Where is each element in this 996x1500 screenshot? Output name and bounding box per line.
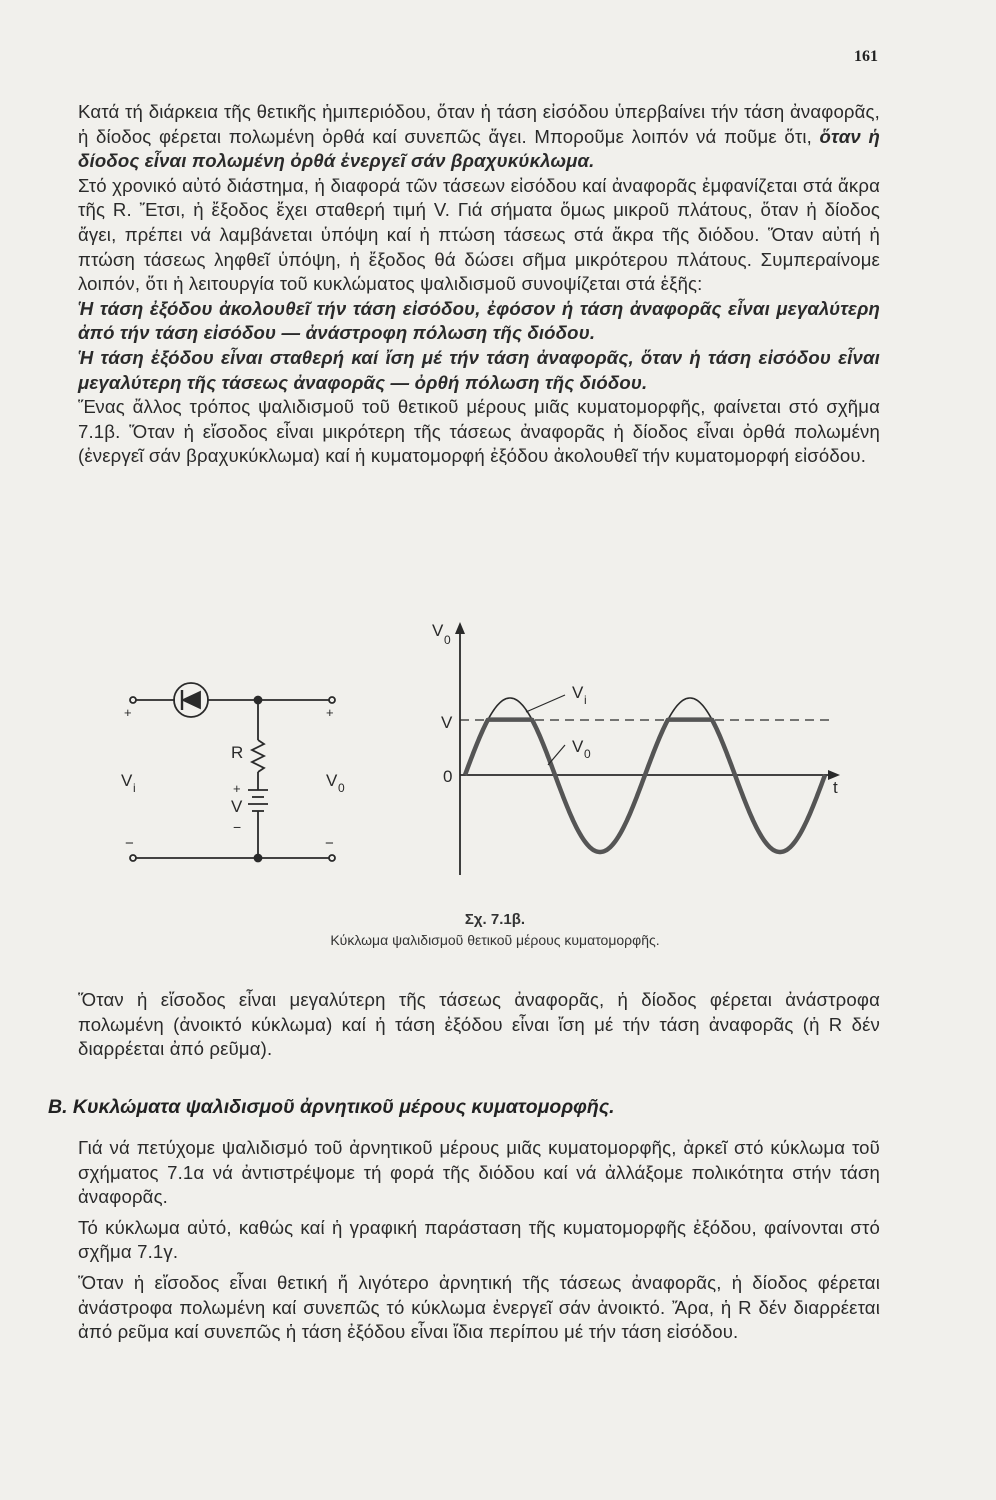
diode-triangle-icon xyxy=(183,692,200,708)
terminal-bottom-left xyxy=(130,855,136,861)
label-y-axis-sub: 0 xyxy=(444,633,451,647)
label-plus-right: + xyxy=(326,705,334,720)
label-vo: V xyxy=(572,737,584,756)
terminal-top-left xyxy=(130,697,136,703)
label-battery-minus: − xyxy=(233,819,242,835)
paragraph-3: Ἕνας ἄλλος τρόπος ψαλιδισμοῦ τοῦ θετικοῦ μέρους μιᾶς κυματομορφῆς, φαίνεται στό σχῆμα 7.1β. Ὅταν ἡ εἴσοδος εἶναι μικρότερη τῆς τάσεως ἀναφορᾶς ἡ δίοδος εἶναι ὀρθά πολωμένη (ἐνεργεῖ σάν βραχυκύκλωμα) καί ἡ κυματομορφή ἐξόδου ἀκολουθεῖ τήν κυματομορφή εἰσόδου. xyxy=(78,396,880,467)
paragraph-2: Στό χρονικό αὐτό διάστημα, ἡ διαφορά τῶν τάσεων εἰσόδου καί ἀναφορᾶς ἐμφανίζεται στά ἄκρα τῆς R. Ἔτσι, ἡ ἔξοδος ἔχει σταθερή τιμή V. Γιά σήματα ὅμως μικροῦ πλάτους, ὅταν ἡ δίοδος ἄγει, πρέπει νά λαμβάνεται ὑπόψη καί ἡ πτώση τάσεως στά ἄκρα τῆς διόδου. Ὅταν αὐτή ἡ πτώση τάσεως ληφθεῖ ὑπόψη, ἡ ἔξοδος θά δώσει σῆμα μικρότερου πλάτους. Συμπεραίνομε λοιπόν, ὅτι ἡ λειτουργία τοῦ κυκλώματος ψαλιδισμοῦ συνοψίζεται στά ἑξῆς: xyxy=(78,174,880,295)
label-y-axis: V xyxy=(432,621,444,640)
series-vo xyxy=(465,720,825,852)
paragraph-4: Ὅταν ἡ εἴσοδος εἶναι μεγαλύτερη τῆς τάσεως ἀναφορᾶς, ἡ δίοδος φέρεται ἀνάστροφα πολωμένη (ἀνοικτό κύκλωμα) καί ἡ τάση ἐξόδου εἶναι ἴση μέ τήν τάση ἀναφορᾶς (ἡ R δέν διαρρέεται ἀπό ρεῦμα). xyxy=(78,989,880,1060)
terminal-top-right xyxy=(329,697,335,703)
label-vi: V xyxy=(572,683,584,702)
label-vi-sub: i xyxy=(584,693,587,707)
section-heading: Β. Κυκλώματα ψαλιδισμοῦ ἀρνητικοῦ μέρους κυματομορφῆς. xyxy=(48,1096,615,1118)
vo-pointer xyxy=(548,745,565,765)
text-block-after-figure xyxy=(78,988,880,1062)
figure-caption xyxy=(255,910,735,950)
paragraph-7: Ὅταν ἡ εἴσοδος εἶναι θετική ἤ λιγότερο ἀρνητική τῆς τάσεως ἀναφορᾶς, ἡ δίοδος φέρεται ἀνάστροφα πολωμένη καί συνεπῶς τό κύκλωμα ἐνεργεῖ σάν ἀνοικτό. Ἄρα, ἡ R δέν διαρρέεται ἀπό ρεῦμα καί συνεπῶς ἡ τάση ἐξόδου εἶναι ἴδια περίπου μέ τήν τάση εἰσόδου. xyxy=(78,1271,880,1343)
paragraph-1-text: Κατά τή διάρκεια τῆς θετικῆς ἡμιπεριόδου, ὅταν ἡ τάση εἰσόδου ὑπερβαίνει τήν τάση ἀναφορᾶς, ἡ δίοδος φέρεται πολωμένη ὀρθά καί συνεπῶς ἄγει. Μποροῦμε λοιπόν νά ποῦμε ὅτι, xyxy=(78,101,880,147)
page-number: 161 xyxy=(854,48,878,65)
label-output-v: V xyxy=(326,771,338,790)
rule-2: Ἡ τάση ἐξόδου εἶναι σταθερή καί ἴση μέ τήν τάση ἀναφορᾶς, ὅταν ἡ τάση εἰσόδου εἶναι μεγαλύτερη τῆς τάσεως ἀναφορᾶς — ὀρθή πόλωση τῆς διόδου. xyxy=(78,346,880,393)
text-block-section-b xyxy=(78,1136,880,1345)
label-battery-plus: + xyxy=(233,781,241,796)
paragraph-6: Τό κύκλωμα αὐτό, καθώς καί ἡ γραφική παράσταση τῆς κυματομορφῆς ἐξόδου, φαίνονται στό σχῆμα 7.1γ. xyxy=(78,1216,880,1263)
label-battery: V xyxy=(231,797,243,816)
label-input-sub: i xyxy=(133,781,136,795)
label-minus-right: − xyxy=(325,835,334,852)
caption-number: Σχ. 7.1β. xyxy=(464,911,526,928)
label-origin: 0 xyxy=(443,767,453,786)
label-level-v: V xyxy=(441,713,453,732)
label-minus-left: − xyxy=(125,835,134,852)
paragraph-5: Γιά νά πετύχομε ψαλιδισμό τοῦ ἀρνητικοῦ μέρους μιᾶς κυματομορφῆς, ἀρκεῖ στό κύκλωμα τοῦ σχήματος 7.1α νά ἀντιστρέψομε τή φορά τῆς διόδου καί νά ἀλλάξομε πολικότητα στήν τάση ἀναφορᾶς. xyxy=(78,1137,880,1208)
label-t-axis: t xyxy=(833,778,838,797)
y-axis-arrow-icon xyxy=(455,622,465,634)
label-plus-left: + xyxy=(124,705,132,720)
caption-text: Κύκλωμα ψαλιδισμοῦ θετικοῦ μέρους κυματομορφῆς. xyxy=(330,932,660,948)
label-output-sub: 0 xyxy=(338,781,345,795)
label-resistor: R xyxy=(231,743,244,762)
rule-1: Ἡ τάση ἐξόδου ἀκολουθεῖ τήν τάση εἰσόδου, ἐφόσον ἡ τάση ἀναφορᾶς εἶναι μεγαλύτερη ἀπό τήν τάση εἰσόδου — ἀνάστροφη πόλωση τῆς διόδου. xyxy=(78,297,880,344)
label-vo-sub: 0 xyxy=(584,747,591,761)
vi-pointer xyxy=(526,695,565,712)
waveform-graph xyxy=(432,621,840,875)
label-input-v: V xyxy=(121,771,133,790)
terminal-bottom-right xyxy=(329,855,335,861)
circuit-labels xyxy=(121,705,345,852)
paragraph-1-emphasis: ὅταν ἡ δίοδος εἶναι πολωμένη ὀρθά ἐνεργεῖ σάν βραχυκύκλωμα. xyxy=(78,125,880,172)
resistor-icon xyxy=(252,740,264,772)
